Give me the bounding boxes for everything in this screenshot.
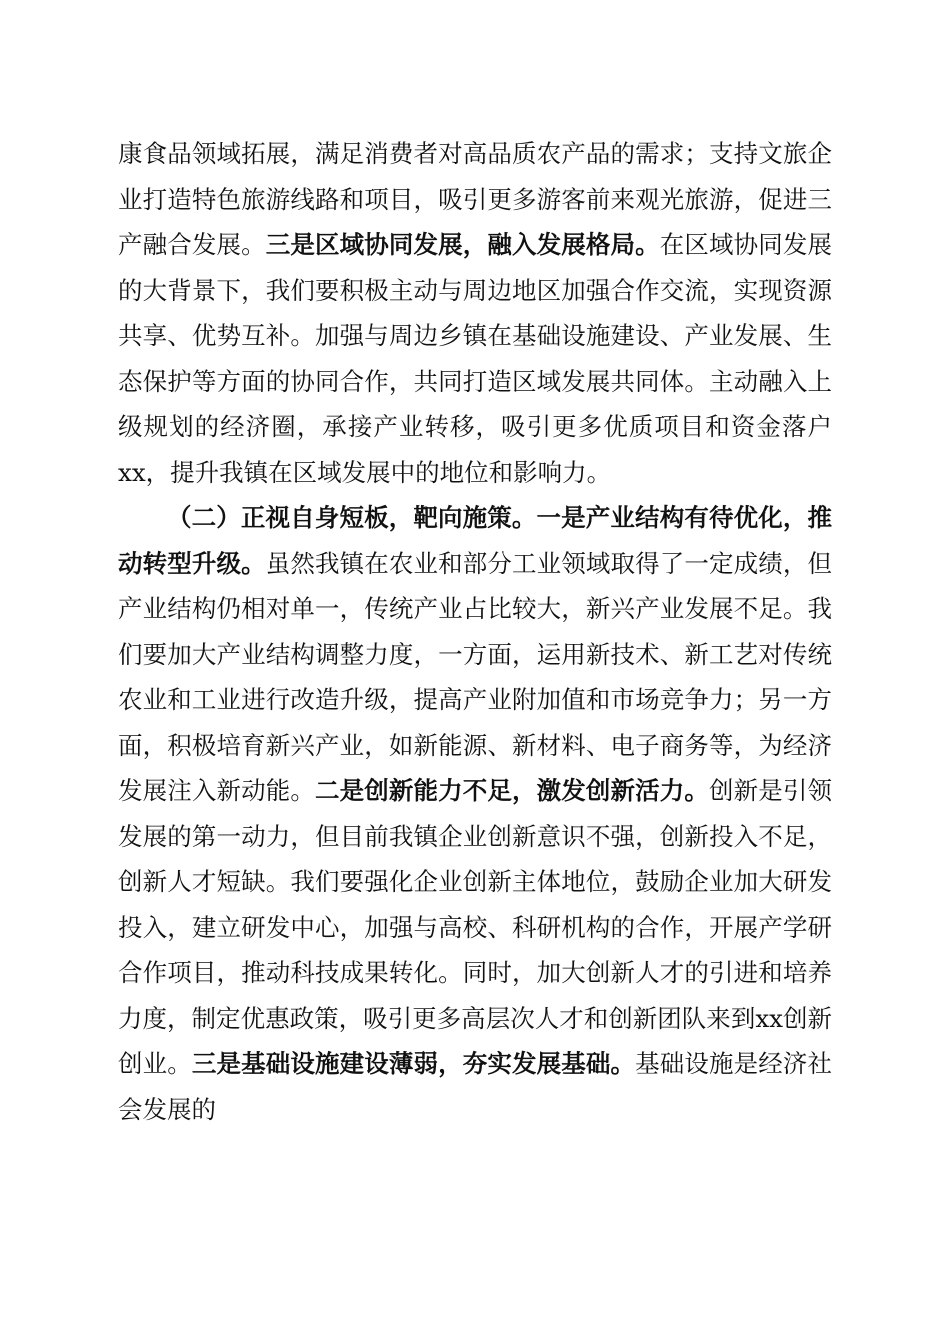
document-body	[118, 131, 832, 1132]
text-segment: 创新是引领发展的第一动力，但目前我镇企业创新意识不强，创新投入不足，创新人才短缺。我们要强化企业创新主体地位，鼓励企业加大研发投入，建立研发中心，加强与高校、科研机构的合作，开展产学研合作项目，推动科技成果转化。同时，加大创新人才的引进和培养力度，制定优惠政策，吸引更多高层次人才和创新团队来到xx创新创业。	[118, 776, 832, 1078]
bold-heading-segment: （二）正视自身短板，靶向施策。一是产业结构有待优化，推动转型升级。	[118, 503, 832, 578]
text-segment: 虽然我镇在农业和部分工业领域取得了一定成绩，但产业结构仍相对单一，传统产业占比较大，新兴产业发展不足。我们要加大产业结构调整力度，一方面，运用新技术、新工艺对传统农业和工业进行改造升级，提高产业附加值和市场竞争力；另一方面，积极培育新兴产业，如新能源、新材料、电子商务等，为经济发展注入新动能。	[118, 548, 832, 805]
paragraph-section-2	[118, 495, 832, 1132]
bold-heading-segment: 三是基础设施建设薄弱，夯实发展基础。	[191, 1049, 636, 1078]
bold-heading-segment: 三是区域协同发展，融入发展格局。	[265, 230, 660, 259]
text-segment: 在区域协同发展的大背景下，我们要积极主动与周边地区加强合作交流，实现资源共享、优势互补。加强与周边乡镇在基础设施建设、产业发展、生态保护等方面的协同合作，共同打造区域发展共同体。主动融入上级规划的经济圈，承接产业转移，吸引更多优质项目和资金落户xx，提升我镇在区域发展中的地位和影响力。	[118, 230, 832, 487]
text-segment: 基础设施是经济社会发展的	[118, 1049, 832, 1124]
text-segment: 康食品领域拓展，满足消费者对高品质农产品的需求；支持文旅企业打造特色旅游线路和项目，吸引更多游客前来观光旅游，促进三产融合发展。	[118, 139, 832, 259]
paragraph-continuation	[118, 131, 832, 495]
bold-heading-segment: 二是创新能力不足，激发创新活力。	[315, 776, 709, 805]
